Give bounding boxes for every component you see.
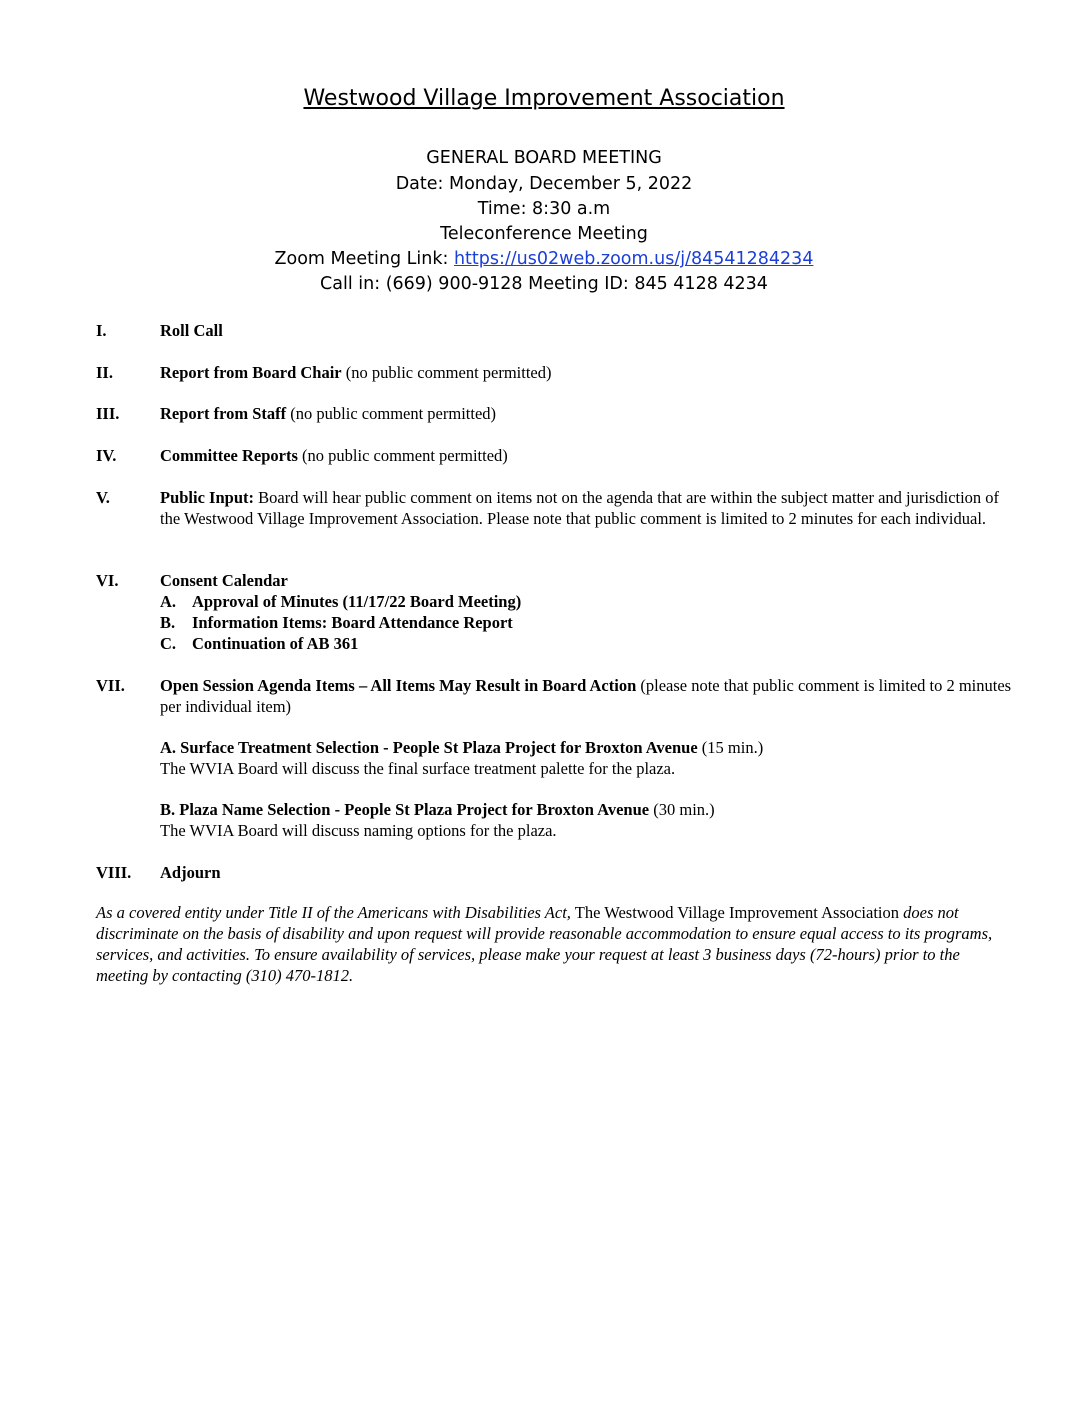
disclaimer-regular: The Westwood Village Improvement Association (570, 903, 904, 922)
consent-item-ab361 (160, 633, 358, 654)
item-title: Public Input: (160, 488, 254, 507)
zoom-label: Zoom Meeting Link: (274, 249, 454, 269)
consent-item-minutes (160, 591, 521, 612)
open-item-title: A. Surface Treatment Selection - People St Plaza Project for Broxton Avenue (160, 738, 698, 757)
open-item-time: (15 min.) (697, 738, 764, 757)
meeting-format: Teleconference Meeting (440, 224, 648, 244)
item-title: Consent Calendar (160, 571, 288, 590)
open-item-surface-treatment (160, 737, 1016, 779)
item-number: III. (96, 404, 120, 423)
item-title: Roll Call (160, 321, 223, 340)
item-title: Report from Board Chair (160, 363, 342, 382)
item-number: V. (96, 488, 110, 507)
sub-text: Approval of Minutes (11/17/22 Board Meeting) (192, 592, 522, 611)
item-title: Report from Staff (160, 404, 287, 423)
meeting-type: GENERAL BOARD MEETING (426, 148, 662, 168)
item-note: (no public comment permitted) (297, 446, 508, 465)
item-title: Open Session Agenda Items – All Items May Result in Board Action (160, 676, 637, 695)
sub-letter: B. (160, 613, 176, 632)
open-item-title: B. Plaza Name Selection - People St Plaza Project for Broxton Avenue (160, 800, 650, 819)
sub-letter: C. (160, 634, 177, 653)
item-note: (please note that public comment is limited to 2 minutes per individual item) (160, 676, 1012, 716)
meeting-time: Time: 8:30 a.m (477, 199, 611, 219)
disclaimer-italic-2: does not discriminate on the basis of disability and upon request will provide reasonable accommodation to ensure equal access to its programs, services, and activities. To ensure availability of services, please make your request at least 3 business days (72-hours) prior to the meeting by contacting (310) 470-1812. (96, 903, 993, 985)
item-note: (no public comment permitted) (341, 363, 552, 382)
sub-text: Information Items: Board Attendance Report (192, 613, 513, 632)
item-note: (no public comment permitted) (286, 404, 497, 423)
zoom-link[interactable]: https://us02web.zoom.us/j/84541284234 (453, 249, 814, 269)
item-number: VI. (96, 571, 119, 590)
open-item-desc: The WVIA Board will discuss the final surface treatment palette for the plaza. (160, 759, 676, 778)
open-item-time: (30 min.) (649, 800, 715, 819)
sub-text: Continuation of AB 361 (192, 634, 359, 653)
call-in-line: Call in: (669) 900-9128 Meeting ID: 845 4128 4234 (320, 274, 768, 294)
item-title: Committee Reports (160, 446, 298, 465)
item-text: Board will hear public comment on items not on the agenda that are within the subject matter and jurisdiction of the Westwood Village Improvement Association. Please note that public comment is limited to 2 minutes for each individual. (160, 488, 1000, 528)
sub-letter: A. (160, 592, 177, 611)
item-number: VIII. (96, 863, 132, 882)
item-number: VII. (96, 676, 125, 695)
consent-item-attendance (160, 612, 513, 633)
ada-disclaimer (96, 902, 1016, 986)
item-title: Adjourn (160, 863, 221, 882)
item-number: II. (96, 363, 113, 382)
item-number: IV. (96, 446, 117, 465)
open-item-plaza-name (160, 799, 1016, 841)
open-item-desc: The WVIA Board will discuss naming options for the plaza. (160, 821, 557, 840)
item-number: I. (96, 321, 107, 340)
meeting-date: Date: Monday, December 5, 2022 (395, 174, 693, 194)
disclaimer-italic-1: As a covered entity under Title II of the Americans with Disabilities Act, (96, 903, 571, 922)
org-title: Westwood Village Improvement Association (303, 86, 785, 111)
zoom-line (0, 247, 1088, 271)
